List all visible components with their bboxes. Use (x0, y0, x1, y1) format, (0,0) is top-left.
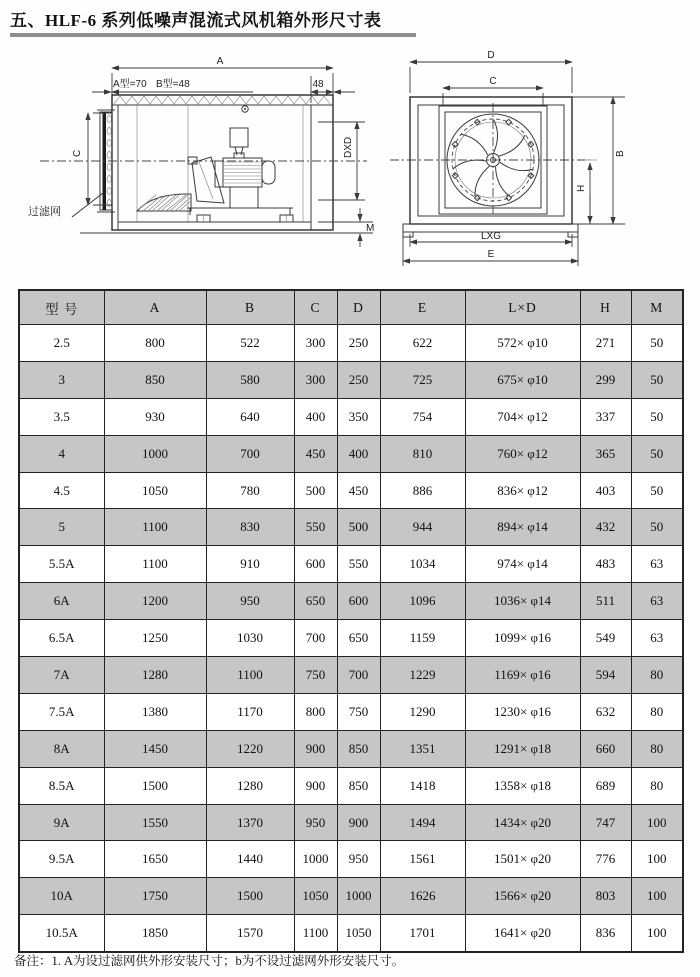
table-cell: 350 (337, 398, 380, 435)
table-cell: 250 (337, 325, 380, 362)
table-cell: 50 (631, 398, 683, 435)
table-cell: 704× φ12 (465, 398, 580, 435)
dim-label-c-left: C (72, 149, 83, 157)
table-cell: 760× φ12 (465, 435, 580, 472)
column-header-lxd: L×D (465, 290, 580, 325)
table-cell: 1626 (380, 878, 465, 915)
table-cell: 1641× φ20 (465, 915, 580, 952)
table-cell: 1034 (380, 546, 465, 583)
table-cell: 1280 (206, 767, 294, 804)
table-cell: 6A (19, 583, 104, 620)
page-title: 五、HLF-6 系列低噪声混流式风机箱外形尺寸表 (10, 11, 382, 30)
table-cell: 1501× φ20 (465, 841, 580, 878)
table-cell: 600 (337, 583, 380, 620)
table-cell: 450 (337, 472, 380, 509)
dim-label-h: H (576, 184, 587, 192)
table-row (19, 767, 683, 804)
table-cell: 1100 (206, 657, 294, 694)
front-view-drawing (390, 45, 690, 290)
table-cell: 910 (206, 546, 294, 583)
table-row (19, 583, 683, 620)
dimension-table (18, 289, 684, 953)
table-cell: 1100 (104, 546, 206, 583)
column-header-b: B (206, 290, 294, 325)
table-cell: 660 (580, 730, 631, 767)
table-cell: 8A (19, 730, 104, 767)
table-cell: 1030 (206, 620, 294, 657)
spec-table-body (19, 325, 683, 953)
table-row (19, 472, 683, 509)
table-cell: 850 (337, 767, 380, 804)
table-cell: 1500 (104, 767, 206, 804)
table-row (19, 546, 683, 583)
table-cell: 1358× φ18 (465, 767, 580, 804)
table-row (19, 915, 683, 952)
table-cell: 780 (206, 472, 294, 509)
table-cell: 100 (631, 804, 683, 841)
table-cell: 594 (580, 657, 631, 694)
table-cell: 549 (580, 620, 631, 657)
table-cell: 950 (294, 804, 337, 841)
table-cell: 1380 (104, 693, 206, 730)
table-cell: 400 (294, 398, 337, 435)
table-cell: 1036× φ14 (465, 583, 580, 620)
table-cell: 650 (337, 620, 380, 657)
table-cell: 1169× φ16 (465, 657, 580, 694)
table-cell: 1100 (294, 915, 337, 952)
table-cell: 1291× φ18 (465, 730, 580, 767)
dim-label-d: D (487, 50, 495, 61)
table-cell: 63 (631, 620, 683, 657)
table-cell: 1850 (104, 915, 206, 952)
table-cell: 803 (580, 878, 631, 915)
table-cell: 80 (631, 693, 683, 730)
table-cell: 1170 (206, 693, 294, 730)
column-header-d: D (337, 290, 380, 325)
table-cell: 1159 (380, 620, 465, 657)
dim-label-b: B (615, 150, 626, 157)
table-cell: 100 (631, 878, 683, 915)
table-cell: 900 (294, 767, 337, 804)
table-cell: 1050 (104, 472, 206, 509)
table-cell: 836× φ12 (465, 472, 580, 509)
table-cell: 894× φ14 (465, 509, 580, 546)
offset-label-a-type: A型=70 (113, 79, 147, 90)
table-cell: 700 (206, 435, 294, 472)
table-cell: 1250 (104, 620, 206, 657)
table-cell: 4 (19, 435, 104, 472)
table-cell: 1000 (104, 435, 206, 472)
table-cell: 1280 (104, 657, 206, 694)
column-header-m: M (631, 290, 683, 325)
column-header-e: E (380, 290, 465, 325)
table-cell: 1050 (337, 915, 380, 952)
column-header-a: A (104, 290, 206, 325)
side-view-drawing (15, 45, 390, 290)
table-cell: 500 (294, 472, 337, 509)
table-cell: 400 (337, 435, 380, 472)
table-cell: 1500 (206, 878, 294, 915)
table-cell: 1290 (380, 693, 465, 730)
table-cell: 810 (380, 435, 465, 472)
table-row (19, 804, 683, 841)
table-cell: 500 (337, 509, 380, 546)
table-cell: 8.5A (19, 767, 104, 804)
table-cell: 800 (294, 693, 337, 730)
table-cell: 1351 (380, 730, 465, 767)
table-row (19, 878, 683, 915)
table-cell: 700 (294, 620, 337, 657)
table-cell: 1561 (380, 841, 465, 878)
table-cell: 632 (580, 693, 631, 730)
table-row (19, 657, 683, 694)
table-cell: 3.5 (19, 398, 104, 435)
table-cell: 1000 (337, 878, 380, 915)
table-cell: 1650 (104, 841, 206, 878)
table-cell: 5.5A (19, 546, 104, 583)
table-cell: 1099× φ16 (465, 620, 580, 657)
table-row (19, 620, 683, 657)
table-cell: 1229 (380, 657, 465, 694)
table-cell: 1230× φ16 (465, 693, 580, 730)
table-cell: 1418 (380, 767, 465, 804)
table-row (19, 693, 683, 730)
table-cell: 432 (580, 509, 631, 546)
table-cell: 337 (580, 398, 631, 435)
table-cell: 1096 (380, 583, 465, 620)
column-header-h: H (580, 290, 631, 325)
table-cell: 600 (294, 546, 337, 583)
table-cell: 750 (337, 693, 380, 730)
table-row (19, 435, 683, 472)
table-row (19, 361, 683, 398)
dim-label-48: 48 (312, 79, 324, 90)
table-cell: 886 (380, 472, 465, 509)
table-cell: 950 (337, 841, 380, 878)
table-cell: 944 (380, 509, 465, 546)
table-cell: 700 (337, 657, 380, 694)
table-cell: 750 (294, 657, 337, 694)
table-row (19, 730, 683, 767)
table-cell: 850 (104, 361, 206, 398)
table-cell: 50 (631, 472, 683, 509)
table-cell: 830 (206, 509, 294, 546)
table-cell: 800 (104, 325, 206, 362)
column-header-model: 型 号 (19, 290, 104, 325)
column-header-c: C (294, 290, 337, 325)
table-cell: 675× φ10 (465, 361, 580, 398)
table-cell: 10.5A (19, 915, 104, 952)
table-cell: 403 (580, 472, 631, 509)
table-cell: 80 (631, 730, 683, 767)
table-cell: 950 (206, 583, 294, 620)
table-cell: 511 (580, 583, 631, 620)
table-cell: 1701 (380, 915, 465, 952)
table-cell: 80 (631, 657, 683, 694)
table-cell: 2.5 (19, 325, 104, 362)
table-cell: 1370 (206, 804, 294, 841)
table-cell: 63 (631, 546, 683, 583)
table-cell: 1100 (104, 509, 206, 546)
table-cell: 9A (19, 804, 104, 841)
table-cell: 300 (294, 361, 337, 398)
table-cell: 63 (631, 583, 683, 620)
table-cell: 1494 (380, 804, 465, 841)
title-underline (10, 33, 416, 37)
table-cell: 930 (104, 398, 206, 435)
filter-label: 过滤网 (28, 206, 61, 218)
table-cell: 100 (631, 915, 683, 952)
table-cell: 974× φ14 (465, 546, 580, 583)
table-cell: 9.5A (19, 841, 104, 878)
table-cell: 550 (294, 509, 337, 546)
table-cell: 1440 (206, 841, 294, 878)
table-cell: 1220 (206, 730, 294, 767)
table-cell: 754 (380, 398, 465, 435)
table-cell: 365 (580, 435, 631, 472)
table-cell: 747 (580, 804, 631, 841)
table-cell: 80 (631, 767, 683, 804)
table-cell: 1566× φ20 (465, 878, 580, 915)
table-cell: 271 (580, 325, 631, 362)
table-cell: 450 (294, 435, 337, 472)
table-cell: 640 (206, 398, 294, 435)
table-cell: 689 (580, 767, 631, 804)
table-cell: 776 (580, 841, 631, 878)
table-cell: 7.5A (19, 693, 104, 730)
dim-label-e: E (487, 249, 495, 260)
table-cell: 299 (580, 361, 631, 398)
table-cell: 650 (294, 583, 337, 620)
table-cell: 900 (337, 804, 380, 841)
table-cell: 836 (580, 915, 631, 952)
table-cell: 50 (631, 509, 683, 546)
table-cell: 572× φ10 (465, 325, 580, 362)
table-cell: 5 (19, 509, 104, 546)
table-cell: 300 (294, 325, 337, 362)
table-cell: 7A (19, 657, 104, 694)
table-cell: 1550 (104, 804, 206, 841)
table-cell: 900 (294, 730, 337, 767)
footnote: 备注：1. A为设过滤网供外形安装尺寸；b为不设过滤网外形安装尺寸。 (14, 954, 405, 968)
table-cell: 483 (580, 546, 631, 583)
table-cell: 522 (206, 325, 294, 362)
table-cell: 725 (380, 361, 465, 398)
table-cell: 10A (19, 878, 104, 915)
table-cell: 4.5 (19, 472, 104, 509)
table-row (19, 509, 683, 546)
table-cell: 100 (631, 841, 683, 878)
table-cell: 1050 (294, 878, 337, 915)
table-cell: 1000 (294, 841, 337, 878)
table-row (19, 841, 683, 878)
table-cell: 50 (631, 361, 683, 398)
table-header-row (19, 290, 683, 325)
table-cell: 580 (206, 361, 294, 398)
table-cell: 1450 (104, 730, 206, 767)
table-cell: 1434× φ20 (465, 804, 580, 841)
table-cell: 3 (19, 361, 104, 398)
table-row (19, 398, 683, 435)
table-cell: 850 (337, 730, 380, 767)
dim-label-a: A (216, 56, 224, 67)
dim-label-m: M (366, 223, 375, 234)
table-cell: 50 (631, 325, 683, 362)
table-row (19, 325, 683, 362)
table-cell: 1570 (206, 915, 294, 952)
offset-label-b-type: B型=48 (156, 79, 190, 90)
table-cell: 622 (380, 325, 465, 362)
table-cell: 6.5A (19, 620, 104, 657)
table-cell: 1750 (104, 878, 206, 915)
dim-label-lxg: LXG (480, 231, 502, 242)
table-cell: 550 (337, 546, 380, 583)
table-cell: 250 (337, 361, 380, 398)
table-cell: 50 (631, 435, 683, 472)
dim-label-dxd: DXD (343, 136, 354, 158)
table-cell: 1200 (104, 583, 206, 620)
dim-label-c: C (489, 76, 497, 87)
